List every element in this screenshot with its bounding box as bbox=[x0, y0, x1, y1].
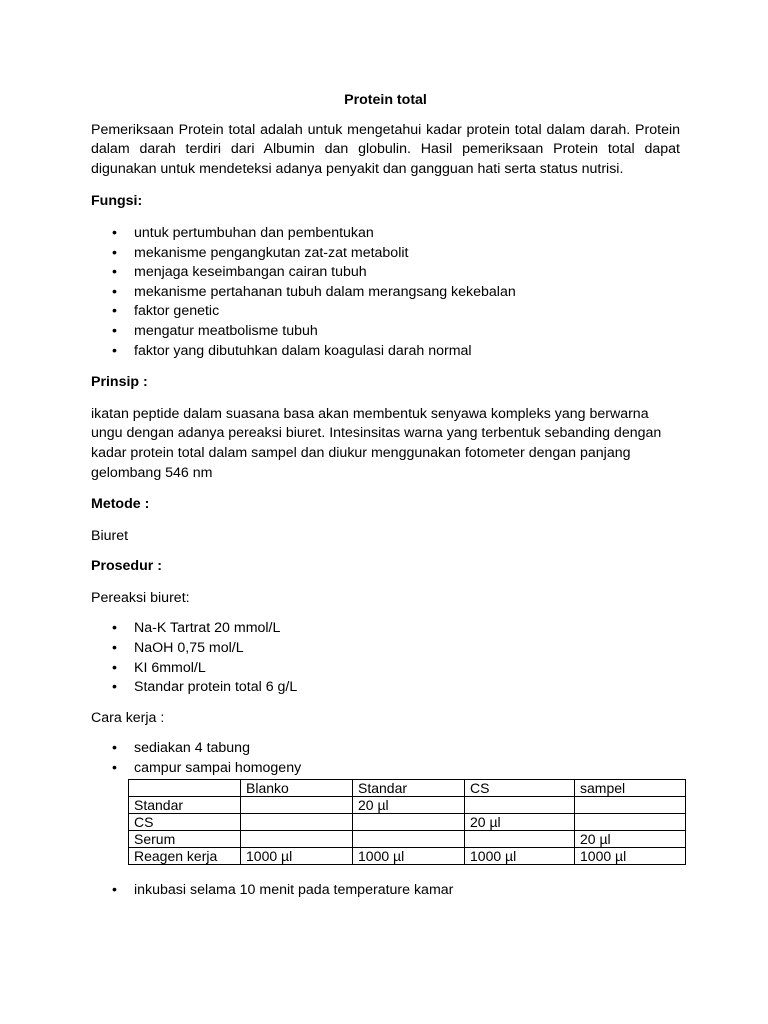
list-item: • mekanisme pengangkutan zat-zat metabolit bbox=[91, 244, 680, 264]
table-cell bbox=[465, 830, 575, 847]
table-cell: 20 µl bbox=[353, 796, 465, 813]
table-cell: Blanko bbox=[241, 779, 353, 796]
table-cell bbox=[575, 796, 686, 813]
pereaksi-list bbox=[91, 619, 680, 697]
list-item: • faktor genetic bbox=[91, 302, 680, 322]
table-cell bbox=[575, 813, 686, 830]
cara-kerja-list bbox=[91, 739, 680, 778]
table-cell: 1000 µl bbox=[241, 847, 353, 864]
table-cell bbox=[129, 779, 241, 796]
table-cell bbox=[465, 796, 575, 813]
table-cell: 1000 µl bbox=[575, 847, 686, 864]
list-item: • NaOH 0,75 mol/L bbox=[91, 639, 680, 659]
metode-heading: Metode : bbox=[91, 496, 150, 513]
table-cell: 1000 µl bbox=[353, 847, 465, 864]
list-item: • untuk pertumbuhan dan pembentukan bbox=[91, 224, 680, 244]
list-item: • KI 6mmol/L bbox=[91, 659, 680, 679]
pereaksi-label: Pereaksi biuret: bbox=[91, 589, 190, 606]
intro-paragraph: Pemeriksaan Protein total adalah untuk mengetahui kadar protein total dalam darah. Protein dalam darah terdiri dari Albumin dan globulin. Hasil pemeriksaan Protein total dapat digunakan untuk mendeteksi adanya penyakit dan gangguan hati serta status nutrisi. bbox=[91, 121, 680, 177]
bullet-icon: • bbox=[112, 620, 117, 637]
table-cell bbox=[241, 813, 353, 830]
metode-text: Biuret bbox=[91, 527, 129, 544]
bullet-icon: • bbox=[112, 322, 117, 339]
prinsip-heading: Prinsip : bbox=[91, 374, 148, 391]
list-item: • menjaga keseimbangan cairan tubuh bbox=[91, 263, 680, 283]
table-cell: Serum bbox=[129, 830, 241, 847]
table-row bbox=[129, 796, 686, 813]
prosedur-heading: Prosedur : bbox=[91, 558, 162, 575]
bullet-icon: • bbox=[112, 640, 117, 657]
table-cell bbox=[353, 813, 465, 830]
table-cell bbox=[353, 830, 465, 847]
table-cell: 1000 µl bbox=[465, 847, 575, 864]
table-cell bbox=[241, 830, 353, 847]
bullet-icon: • bbox=[112, 659, 117, 676]
bullet-icon: • bbox=[112, 244, 117, 261]
list-item: • Standar protein total 6 g/L bbox=[91, 678, 680, 698]
list-item: • Na-K Tartrat 20 mmol/L bbox=[91, 619, 680, 639]
fungsi-heading: Fungsi: bbox=[91, 193, 143, 210]
bullet-icon: • bbox=[112, 342, 117, 359]
bullet-icon: • bbox=[112, 881, 117, 898]
table-cell: 20 µl bbox=[575, 830, 686, 847]
inkubasi-list bbox=[91, 881, 680, 901]
list-item: • campur sampai homogeny bbox=[91, 759, 680, 779]
cara-kerja-label: Cara kerja : bbox=[91, 709, 165, 726]
bullet-icon: • bbox=[112, 224, 117, 241]
list-item: • mekanisme pertahanan tubuh dalam merangsang kekebalan bbox=[91, 283, 680, 303]
table-row bbox=[129, 813, 686, 830]
table-row bbox=[129, 830, 686, 847]
table-row bbox=[129, 847, 686, 864]
table-cell: Reagen kerja bbox=[129, 847, 241, 864]
list-item: • inkubasi selama 10 menit pada temperature kamar bbox=[91, 881, 680, 901]
table-cell bbox=[241, 796, 353, 813]
list-item: • faktor yang dibutuhkan dalam koagulasi darah normal bbox=[91, 342, 680, 362]
table-header-row bbox=[129, 779, 686, 796]
table-cell: 20 µl bbox=[465, 813, 575, 830]
bullet-icon: • bbox=[112, 303, 117, 320]
table-cell: Standar bbox=[129, 796, 241, 813]
reagent-table bbox=[128, 779, 686, 865]
prinsip-paragraph: ikatan peptide dalam suasana basa akan membentuk senyawa kompleks yang berwarna ungu dengan adanya pereaksi biuret. Intesinsitas warna yang terbentuk sebanding dengan kadar protein total dalam sampel dan diukur menggunakan fotometer dengan panjang gelombang 546 nm bbox=[91, 405, 662, 481]
bullet-icon: • bbox=[112, 679, 117, 696]
bullet-icon: • bbox=[112, 264, 117, 281]
bullet-icon: • bbox=[112, 760, 117, 777]
table-cell: Standar bbox=[353, 779, 465, 796]
list-item: • sediakan 4 tabung bbox=[91, 739, 680, 759]
fungsi-list bbox=[91, 224, 680, 361]
bullet-icon: • bbox=[112, 740, 117, 757]
list-item: • mengatur meatbolisme tubuh bbox=[91, 322, 680, 342]
table-cell: CS bbox=[129, 813, 241, 830]
document-page bbox=[91, 91, 680, 900]
table-cell: CS bbox=[465, 779, 575, 796]
table-cell: sampel bbox=[575, 779, 686, 796]
document-title: Protein total bbox=[344, 92, 427, 108]
bullet-icon: • bbox=[112, 283, 117, 300]
